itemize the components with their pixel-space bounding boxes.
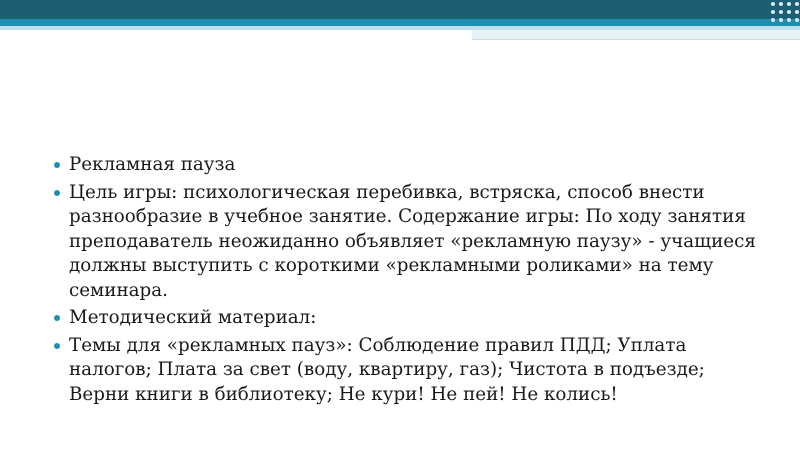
bullet-icon [54,162,60,168]
bullet-text: Цель игры: психологическая перебивка, встряска, способ внести разнообразие в учебное занятие. Содержание игры: По ходу занятия преподаватель неожиданно объявляет «рекламную паузу» - учащиеся должны выступить с короткими «рекламными роликами» на тему семинара. [69,181,756,301]
bullet-text: Рекламная пауза [69,154,236,175]
dot-icon [795,18,799,22]
bullet-icon [54,343,60,349]
bullet-icon [54,315,60,321]
dot-icon [795,10,799,14]
dot-icon [787,10,791,14]
bullet-list [52,153,764,407]
bullet-item [52,334,764,408]
dot-icon [779,18,783,22]
dot-icon [779,10,783,14]
bullet-item [52,306,764,331]
dot-icon [795,2,799,6]
dot-icon [779,2,783,6]
dot-icon [771,10,775,14]
bullet-item [52,181,764,304]
header-band-dark [0,0,800,19]
bullet-text: Темы для «рекламных пауз»: Соблюдение правил ПДД; Уплата налогов; Плата за свет (воду, квартиру, газ); Чистота в подъезде; Верни книги в библиотеку; Не кури! Не пей! Не колись! [69,334,705,405]
dot-icon [771,18,775,22]
dot-icon [787,18,791,22]
dot-icon [787,2,791,6]
header-tab-line [472,39,800,40]
bullet-icon [54,190,60,196]
slide-body [52,153,764,410]
decorative-dots [769,0,800,30]
dot-icon [771,2,775,6]
bullet-item [52,153,764,178]
header-band-teal [0,19,800,26]
bullet-text: Методический материал: [69,307,317,328]
